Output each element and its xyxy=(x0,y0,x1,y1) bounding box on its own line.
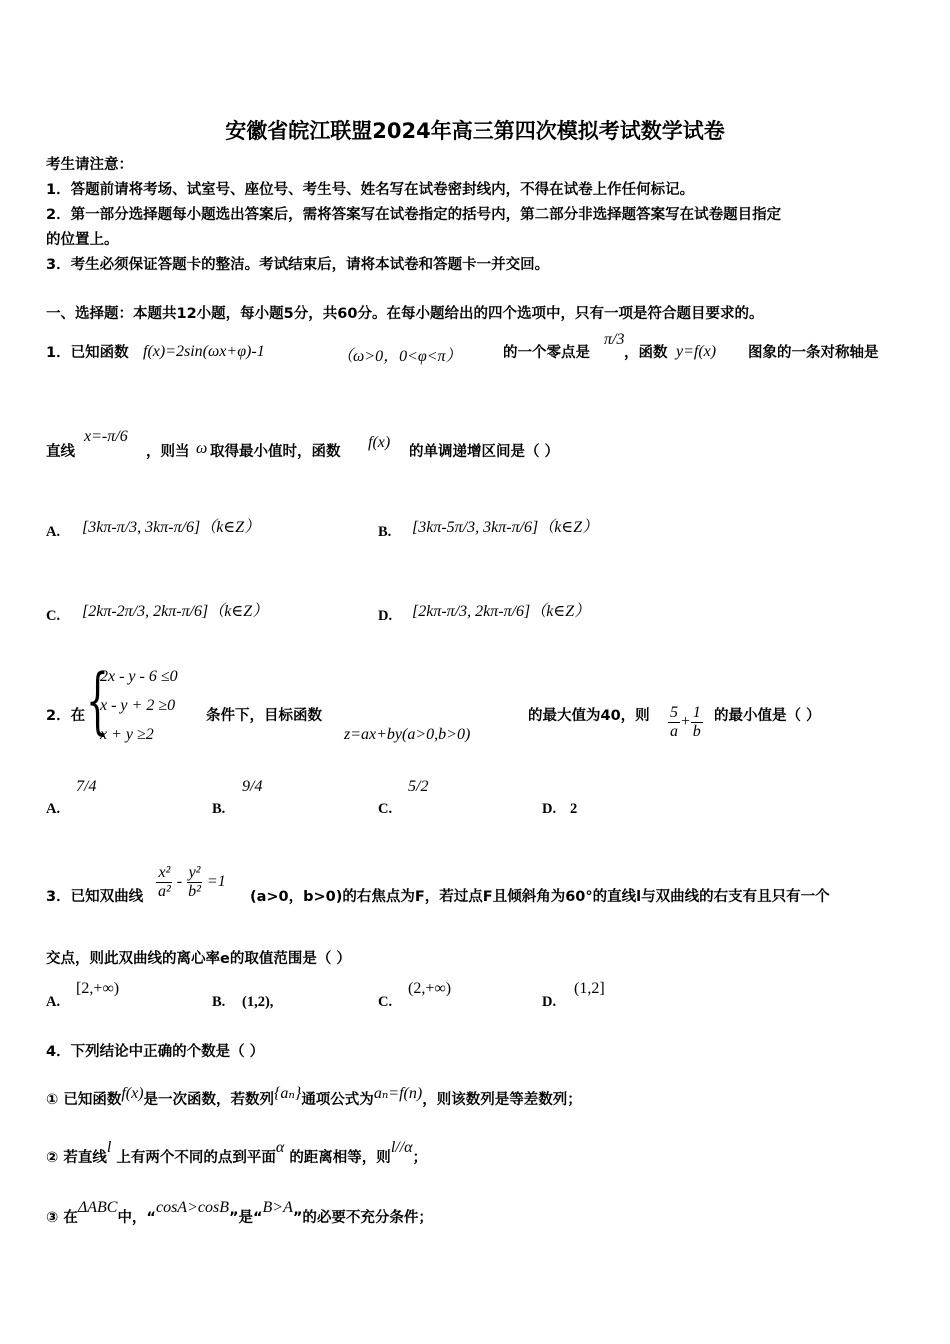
option-label: C. xyxy=(46,608,61,624)
q4-s2-math: l xyxy=(106,1139,112,1156)
q4-s2-text: ； xyxy=(412,1150,428,1166)
notice-heading: 考生请注意： xyxy=(46,157,133,173)
q4-s1-math: aₙ=f(n) xyxy=(373,1085,423,1102)
q4-s3-text: ③ 在 xyxy=(46,1210,78,1226)
q2-brace: { xyxy=(86,658,109,742)
q3-text: (a>0，b>0)的右焦点为F，若过点F且倾斜角为60°的直线l与双曲线的右支有且只有一个 xyxy=(250,889,830,905)
q1-text: 的单调递增区间是（ ） xyxy=(409,444,560,460)
q1-text: ，函数 xyxy=(624,345,668,361)
q4-s2-math: l//α xyxy=(390,1139,413,1156)
q1-condition: （ω>0，0<φ<π） xyxy=(337,348,462,365)
q2-constraint: 2x - y - 6 ≤0 xyxy=(100,668,178,685)
notice-item: 3．考生必须保证答题卡的整洁。考试结束后，请将本试卷和答题卡一并交回。 xyxy=(46,257,550,273)
q4-s1-text: ，则该数列是等差数列； xyxy=(422,1092,582,1108)
q4-statement xyxy=(46,1085,582,1109)
q1-option-c[interactable]: [2kπ-2π/3, 2kπ-π/6]（k∈Z） xyxy=(82,603,269,620)
page-title: 安徽省皖江联盟2024年高三第四次模拟考试数学试卷 xyxy=(225,119,725,143)
q2-text: 的最大值为40，则 xyxy=(528,708,650,724)
q4-s1-text: 是一次函数，若数列 xyxy=(143,1092,275,1108)
q4-statement xyxy=(46,1139,428,1167)
q2-option-c[interactable]: 5/2 xyxy=(408,778,429,795)
q1-text: ，则当 xyxy=(146,444,190,460)
q3-option-c[interactable]: (2,+∞) xyxy=(408,980,452,997)
option-label: B. xyxy=(212,994,226,1010)
q1-option-a[interactable]: [3kπ-π/3, 3kπ-π/6]（k∈Z） xyxy=(82,519,261,536)
q4-s3-math: cosA>cosB xyxy=(155,1199,229,1216)
q1-text: 的一个零点是 xyxy=(503,345,590,361)
q4-statement xyxy=(46,1199,433,1227)
q1-text: 取得最小值时，函数 xyxy=(210,444,341,460)
q4-s2-text: 上有两个不同的点到平面 xyxy=(116,1150,276,1166)
option-label: A. xyxy=(46,994,61,1010)
q4-s1-math: {aₙ} xyxy=(274,1085,302,1102)
q1-text: 图象的一条对称轴是 xyxy=(748,345,879,361)
q4-s2-text: 的距离相等，则 xyxy=(289,1150,391,1166)
q1-option-d[interactable]: [2kπ-π/3, 2kπ-π/6]（k∈Z） xyxy=(412,603,591,620)
q4-s3-text: ”的必要不充分条件； xyxy=(292,1210,433,1226)
q4-s2-text: ② 若直线 xyxy=(46,1150,107,1166)
q4-text: 4．下列结论中正确的个数是（ ） xyxy=(46,1044,265,1060)
notice-item: 的位置上。 xyxy=(46,232,119,248)
q1-axis: x=-π/6 xyxy=(84,428,128,445)
q2-text: 的最小值是（ ） xyxy=(714,708,821,724)
option-label: B. xyxy=(378,524,392,540)
q3-text: 交点，则此双曲线的离心率e的取值范围是（ ） xyxy=(46,951,351,967)
q3-text: 3．已知双曲线 xyxy=(46,889,144,905)
q3-hyperbola: $\frac{\text{x²}}{\text{a²}}$ - $\frac{\text{y²}}{\text{b²}}$ =1 xyxy=(158,864,226,900)
option-label: B. xyxy=(212,801,226,817)
q4-s1-text: 通项公式为 xyxy=(301,1092,374,1108)
q1-function: f(x)=2sin(ωx+φ)-1 xyxy=(143,343,265,360)
section-heading: 一、选择题：本题共12小题，每小题5分，共60分。在每小题给出的四个选项中，只有一项是符合题目要求的。 xyxy=(46,306,764,322)
q2-constraint: x + y ≥2 xyxy=(100,726,154,743)
option-label: A. xyxy=(46,524,61,540)
q4-s3-math: ΔABC xyxy=(77,1199,118,1216)
q2-objective: z=ax+by(a>0,b>0) xyxy=(344,726,471,743)
q4-s3-text: 中，“ xyxy=(117,1210,156,1226)
option-label: D. xyxy=(378,608,393,624)
q2-text: 2．在 xyxy=(46,708,86,724)
notice-item: 1．答题前请将考场、试室号、座位号、考生号、姓名写在试卷密封线内，不得在试卷上作任何标记。 xyxy=(46,182,695,198)
q4-s2-math: α xyxy=(275,1139,285,1156)
q2-expression: $\frac{5}{a}$ + $\frac{1}{b}$ xyxy=(670,704,701,740)
notice-item: 2．第一部分选择题每小题选出答案后，需将答案写在试卷指定的括号内，第二部分非选择题答案写在试卷题目指定 xyxy=(46,207,782,223)
option-label: D. xyxy=(542,994,557,1010)
option-label: D. xyxy=(542,801,557,817)
q4-s3-text: ”是“ xyxy=(228,1210,263,1226)
q1-y: y=f(x) xyxy=(676,343,717,360)
q2-option-d[interactable]: 2 xyxy=(570,801,578,817)
q1-option-b[interactable]: [3kπ-5π/3, 3kπ-π/6]（k∈Z） xyxy=(412,519,599,536)
q2-constraint: x - y + 2 ≥0 xyxy=(100,697,176,714)
option-label: C. xyxy=(378,994,393,1010)
q2-option-a[interactable]: 7/4 xyxy=(76,778,97,795)
q3-option-b[interactable]: (1,2), xyxy=(242,994,274,1010)
q1-zero: π/3 xyxy=(604,331,625,348)
option-label: C. xyxy=(378,801,393,817)
q1-fx: f(x) xyxy=(368,434,391,451)
option-label: A. xyxy=(46,801,61,817)
q4-s1-text: ① 已知函数 xyxy=(46,1092,122,1108)
q3-option-a[interactable]: [2,+∞) xyxy=(76,980,120,997)
q1-omega: ω xyxy=(196,440,208,457)
q4-s1-math: f(x) xyxy=(121,1085,144,1102)
q1-text: 直线 xyxy=(46,444,75,460)
q2-text: 条件下，目标函数 xyxy=(206,708,322,724)
q4-s3-math: B>A xyxy=(262,1199,293,1216)
q1-text: 1．已知函数 xyxy=(46,345,129,361)
q2-option-b[interactable]: 9/4 xyxy=(242,778,263,795)
q3-option-d[interactable]: (1,2] xyxy=(574,980,605,997)
